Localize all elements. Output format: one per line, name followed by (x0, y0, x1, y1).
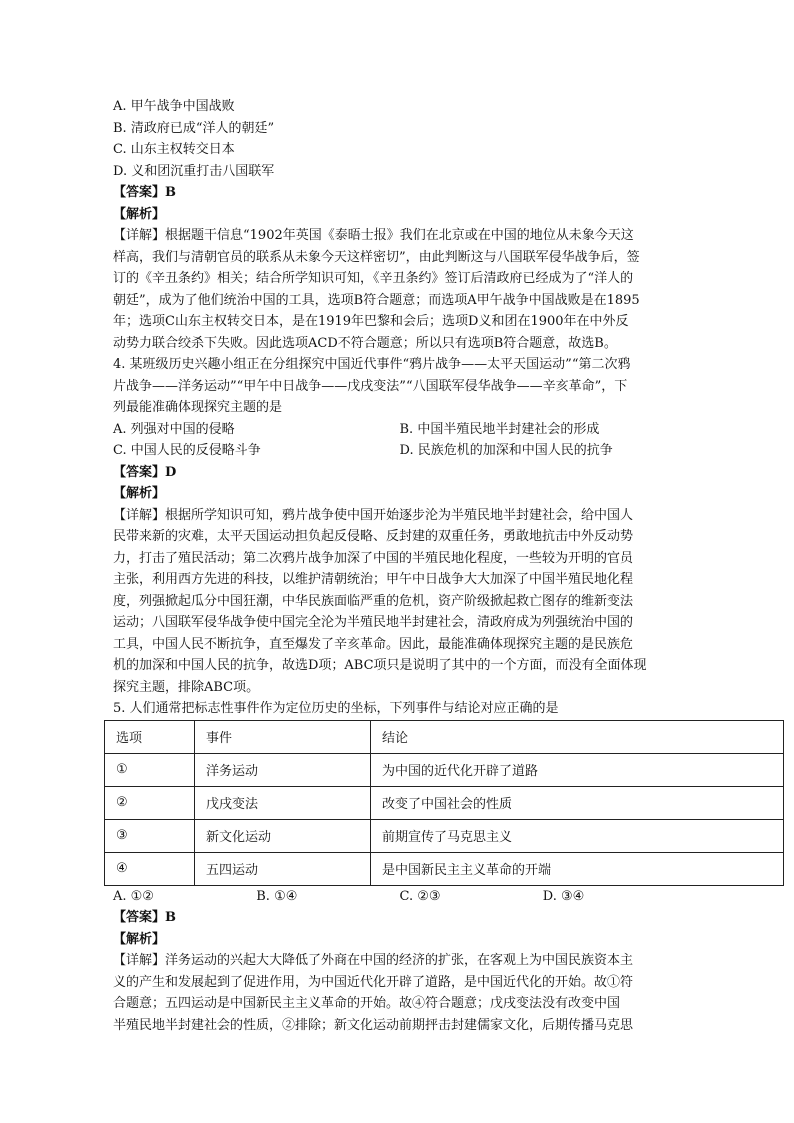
table-cell: ① (105, 753, 195, 786)
q4-detail-line: 【详解】根据所学知识可知，鸦片战争使中国开始逐步沦为半殖民地半封建社会，给中国人 (113, 507, 634, 523)
q4-option-b: B. 中国半殖民地半封建社会的形成 (399, 421, 600, 437)
q5-table (104, 720, 784, 886)
q4-option-d: D. 民族危机的加深和中国人民的抗争 (399, 443, 613, 458)
table-row (105, 786, 784, 819)
q4-detail-line: 工具，中国人民不断抗争，直至爆发了辛亥革命。因此，最能准确体现探究主题的是民族危 (113, 636, 634, 652)
table-cell: ③ (105, 819, 195, 852)
q3-option-a: A. 甲午战争中国战败 (113, 99, 235, 114)
table-row (105, 753, 784, 786)
q5-detail-line: 【详解】洋务运动的兴起大大降低了外商在中国的经济的扩张，在客观上为中国民族资本主 (113, 953, 634, 968)
table-cell: 是中国新民主主义革命的开端 (371, 852, 784, 885)
table-row (105, 819, 784, 852)
q5-option-b: B. ①④ (256, 888, 298, 904)
q3-detail (113, 225, 686, 354)
q4-detail-line: 力，打击了殖民活动；第二次鸦片战争加深了中国的半殖民地化程度，一些较为开明的官员 (113, 550, 634, 566)
q4-detail (113, 505, 686, 699)
q3-detail-line: 年；选项C山东主权转交日本，是在1919年巴黎和会后；选项D义和团在1900年在中外反 (113, 314, 629, 329)
q4-options-row-2 (113, 440, 686, 462)
q4-stem-line: 列最能准确体现探究主题的是 (113, 400, 283, 415)
q3-options (113, 96, 686, 182)
q3-detail-line: 【详解】根据题干信息“1902年英国《泰晤士报》我们在北京或在中国的地位从未象今天这 (113, 228, 634, 243)
q5-options (113, 886, 686, 908)
q4-answer: 【答案】D (113, 464, 177, 480)
q5-detail-line: 合题意；五四运动是中国新民主主义革命的开始。故④符合题意；戊戌变法没有改变中国 (113, 996, 621, 1011)
table-cell: ② (105, 786, 195, 819)
q4-stem-line: 4. 某班级历史兴趣小组正在分组探究中国近代事件“鸦片战争——太平天国运动”“第二次鸦 (113, 357, 631, 372)
q3-option-c: C. 山东主权转交日本 (113, 142, 235, 157)
q5-option-a: A. ①② (113, 888, 154, 904)
q4-detail-line: 探究主题，排除ABC项。 (113, 679, 260, 695)
q5-detail (113, 950, 686, 1036)
q3-option-d: D. 义和团沉重打击八国联军 (113, 163, 275, 179)
q4-stem-line: 片战争——洋务运动”“甲午中日战争——戊戌变法”“八国联军侵华战争——辛亥革命”，下 (113, 378, 628, 394)
q5-detail-line: 义的产生和发展起到了促进作用，为中国近代化开辟了道路，是中国近代化的开始。故①符 (113, 974, 634, 990)
q5-option-d: D. ③④ (542, 888, 585, 904)
table-row (105, 852, 784, 885)
q3-analysis-label: 【解析】 (113, 206, 166, 222)
q4-detail-line: 机的加深和中国人民的抗争，故选D项；ABC项只是说明了其中的一个方面，而没有全面体现 (113, 658, 647, 673)
q4-detail-line: 运动；八国联军侵华战争使中国完全沦为半殖民地半封建社会，清政府成为列强统治中国的 (113, 615, 634, 630)
q4-stem (113, 354, 686, 419)
table-cell: 新文化运动 (195, 819, 371, 852)
table-header-cell: 结论 (371, 720, 784, 753)
table-header-cell: 事件 (195, 720, 371, 753)
q3-answer: 【答案】B (113, 185, 176, 200)
q5-detail-line: 半殖民地半封建社会的性质，②排除；新文化运动前期抨击封建儒家文化，后期传播马克思 (113, 1017, 634, 1033)
table-cell: 前期宣传了马克思主义 (371, 819, 784, 852)
q5-answer: 【答案】B (113, 910, 176, 925)
q4-options-row-1 (113, 419, 686, 441)
table-cell: 洋务运动 (195, 753, 371, 786)
q3-option-b: B. 清政府已成“洋人的朝廷” (113, 120, 275, 136)
q5-option-c: C. ②③ (399, 888, 441, 904)
q5-analysis-label: 【解析】 (113, 931, 166, 947)
q3-detail-line: 朝廷”，成为了他们统治中国的工具，选项B符合题意；而选项A甲午战争中国战败是在1895 (113, 292, 640, 308)
table-header-cell: 选项 (105, 720, 195, 753)
q3-detail-line: 样高，我们与清朝官员的联系从未象今天这样密切”，由此判断这与八国联军侵华战争后，签 (113, 249, 640, 265)
q3-detail-line: 动势力联合绞杀下失败。因此选项ACD不符合题意；所以只有选项B符合题意，故选B。 (113, 335, 617, 351)
q4-option-a: A. 列强对中国的侵略 (113, 421, 235, 437)
table-cell: 五四运动 (195, 852, 371, 885)
q4-detail-line: 民带来新的灾难，太平天国运动担负起反侵略、反封建的双重任务，勇敢地抗击中外反动势 (113, 529, 634, 544)
table-cell: 改变了中国社会的性质 (371, 786, 784, 819)
q5-stem: 5. 人们通常把标志性事件作为定位历史的坐标，下列事件与结论对应正确的是 (113, 701, 559, 716)
table-cell: 为中国的近代化开辟了道路 (371, 753, 784, 786)
document-page (113, 96, 686, 1036)
q4-option-c: C. 中国人民的反侵略斗争 (113, 443, 261, 458)
table-cell: 戊戌变法 (195, 786, 371, 819)
q4-detail-line: 主张，利用西方先进的科技，以维护清朝统治；甲午中日战争大大加深了中国半殖民地化程 (113, 572, 634, 587)
q4-detail-line: 度，列强掀起瓜分中国狂潮，中华民族面临严重的危机，资产阶级掀起救亡图存的维新变法 (113, 593, 634, 609)
table-cell: ④ (105, 852, 195, 885)
q3-detail-line: 订的《辛丑条约》相关；结合所学知识可知，《辛丑条约》签订后清政府已经成为了“洋人的 (113, 271, 634, 286)
q4-analysis-label: 【解析】 (113, 486, 166, 501)
table-header-row (105, 720, 784, 753)
